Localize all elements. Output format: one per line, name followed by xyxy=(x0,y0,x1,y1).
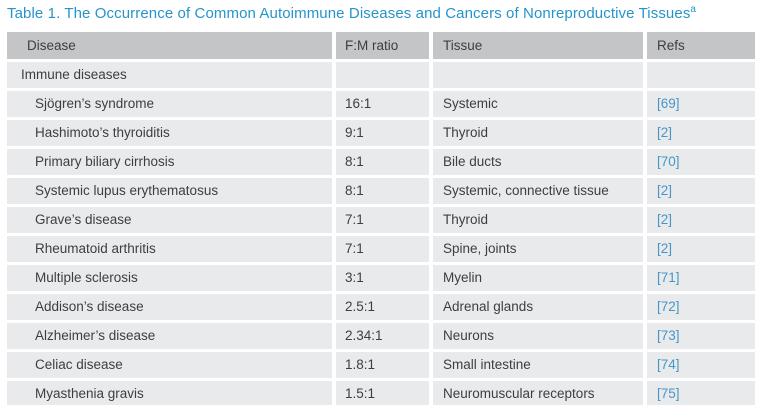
refs-cell xyxy=(645,60,755,89)
table-title xyxy=(7,4,696,24)
table-row xyxy=(7,350,755,379)
tissue-cell: Spine, joints xyxy=(431,234,645,263)
refs-cell xyxy=(645,350,755,379)
refs-cell xyxy=(645,379,755,405)
reference-link[interactable]: [73] xyxy=(657,328,680,343)
table-row xyxy=(7,292,755,321)
reference-link[interactable]: [2] xyxy=(657,125,673,140)
table-footnote-marker: a xyxy=(690,4,697,15)
fm-ratio-cell: 8:1 xyxy=(334,147,431,176)
tissue-cell: Thyroid xyxy=(431,118,645,147)
fm-ratio-cell: 9:1 xyxy=(334,118,431,147)
fm-ratio-cell: 2.34:1 xyxy=(334,321,431,350)
fm-ratio-cell: 3:1 xyxy=(334,263,431,292)
disease-cell: Myasthenia gravis xyxy=(7,379,334,405)
section-row xyxy=(7,60,755,89)
disease-cell: Primary biliary cirrhosis xyxy=(7,147,334,176)
reference-link[interactable]: [2] xyxy=(657,183,673,198)
fm-ratio-cell: 7:1 xyxy=(334,205,431,234)
refs-cell xyxy=(645,118,755,147)
fm-ratio-cell: 7:1 xyxy=(334,234,431,263)
tissue-cell: Systemic, connective tissue xyxy=(431,176,645,205)
disease-cell: Alzheimer’s disease xyxy=(7,321,334,350)
column-header-fm-ratio: F:M ratio xyxy=(334,32,431,60)
tissue-cell: Adrenal glands xyxy=(431,292,645,321)
disease-cell: Celiac disease xyxy=(7,350,334,379)
table-row xyxy=(7,147,755,176)
tissue-cell: Myelin xyxy=(431,263,645,292)
column-header-refs: Refs xyxy=(645,32,755,60)
table-row xyxy=(7,176,755,205)
disease-cell: Grave’s disease xyxy=(7,205,334,234)
table-row xyxy=(7,321,755,350)
tissue-cell: Thyroid xyxy=(431,205,645,234)
disease-cell: Addison’s disease xyxy=(7,292,334,321)
disease-cell: Rheumatoid arthritis xyxy=(7,234,334,263)
refs-cell xyxy=(645,234,755,263)
table-row xyxy=(7,263,755,292)
refs-cell xyxy=(645,292,755,321)
fm-ratio-cell: 1.5:1 xyxy=(334,379,431,405)
column-header-disease: Disease xyxy=(7,32,334,60)
reference-link[interactable]: [75] xyxy=(657,386,680,401)
reference-link[interactable]: [71] xyxy=(657,270,680,285)
fm-ratio-cell: 2.5:1 xyxy=(334,292,431,321)
disease-cell: Systemic lupus erythematosus xyxy=(7,176,334,205)
disease-cell: Multiple sclerosis xyxy=(7,263,334,292)
table-body xyxy=(7,60,755,405)
table-row xyxy=(7,234,755,263)
refs-cell xyxy=(645,176,755,205)
tissue-cell xyxy=(431,60,645,89)
disease-cell: Hashimoto’s thyroiditis xyxy=(7,118,334,147)
disease-cell: Sjögren’s syndrome xyxy=(7,89,334,118)
reference-link[interactable]: [2] xyxy=(657,212,673,227)
refs-cell xyxy=(645,205,755,234)
fm-ratio-cell: 8:1 xyxy=(334,176,431,205)
tissue-cell: Neurons xyxy=(431,321,645,350)
table-row xyxy=(7,379,755,405)
fm-ratio-cell: 16:1 xyxy=(334,89,431,118)
refs-cell xyxy=(645,321,755,350)
reference-link[interactable]: [69] xyxy=(657,96,680,111)
table-row xyxy=(7,89,755,118)
tissue-cell: Neuromuscular receptors xyxy=(431,379,645,405)
table-title-text: Table 1. The Occurrence of Common Autoimmune Diseases and Cancers of Nonreproductive Tissues xyxy=(7,5,691,22)
reference-link[interactable]: [74] xyxy=(657,357,680,372)
tissue-cell: Systemic xyxy=(431,89,645,118)
reference-link[interactable]: [70] xyxy=(657,154,680,169)
fm-ratio-cell: 1.8:1 xyxy=(334,350,431,379)
refs-cell xyxy=(645,147,755,176)
autoimmune-diseases-table xyxy=(7,32,755,405)
column-header-tissue: Tissue xyxy=(431,32,645,60)
refs-cell xyxy=(645,89,755,118)
refs-cell xyxy=(645,263,755,292)
tissue-cell: Small intestine xyxy=(431,350,645,379)
reference-link[interactable]: [72] xyxy=(657,299,680,314)
tissue-cell: Bile ducts xyxy=(431,147,645,176)
table-row xyxy=(7,205,755,234)
table-row xyxy=(7,118,755,147)
fm-ratio-cell xyxy=(334,60,431,89)
reference-link[interactable]: [2] xyxy=(657,241,673,256)
table-header-row xyxy=(7,32,755,60)
disease-cell: Immune diseases xyxy=(7,60,334,89)
